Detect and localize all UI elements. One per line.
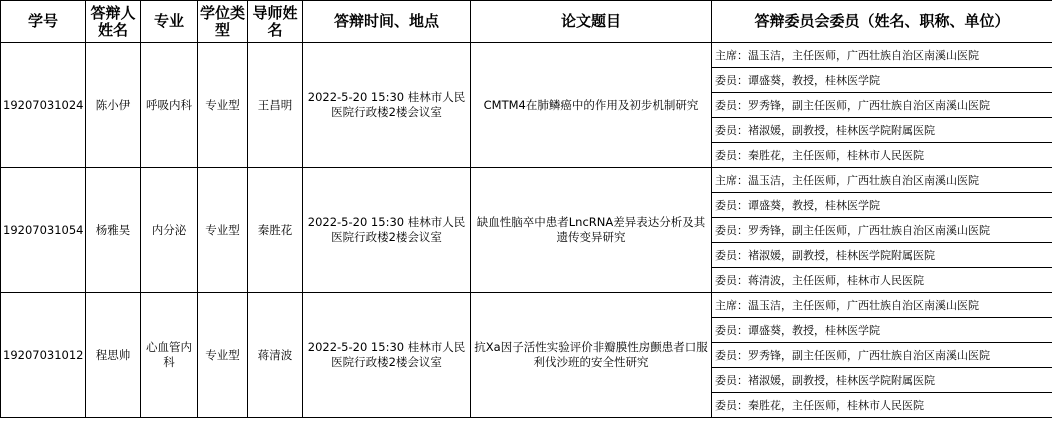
advisor-cell: 蒋清波 <box>248 293 303 418</box>
committee-member: 委员：秦胜花，主任医师，桂林市人民医院 <box>712 143 1052 168</box>
header-student-id: 学号 <box>1 1 86 43</box>
table-row <box>1 168 1052 193</box>
header-time-place: 答辩时间、地点 <box>303 1 471 43</box>
defender-name-cell: 杨雅昊 <box>86 168 141 293</box>
header-degree-type: 学位类型 <box>198 1 248 43</box>
advisor-cell: 秦胜花 <box>248 168 303 293</box>
student-id-cell: 19207031012 <box>1 293 86 418</box>
major-cell: 内分泌 <box>141 168 198 293</box>
committee-member: 委员：褚淑媛，副教授，桂林医学院附属医院 <box>712 243 1052 268</box>
degree-type-cell: 专业型 <box>198 168 248 293</box>
committee-member: 委员：罗秀锋，副主任医师，广西壮族自治区南溪山医院 <box>712 93 1052 118</box>
major-cell: 呼吸内科 <box>141 43 198 168</box>
committee-member: 主席：温玉洁，主任医师，广西壮族自治区南溪山医院 <box>712 293 1052 318</box>
committee-member: 委员：蒋清波，主任医师，桂林市人民医院 <box>712 268 1052 293</box>
header-thesis-title: 论文题目 <box>471 1 712 43</box>
student-id-cell: 19207031024 <box>1 43 86 168</box>
time-place-cell: 2022-5-20 15:30 桂林市人民医院行政楼2楼会议室 <box>303 168 471 293</box>
time-place-cell: 2022-5-20 15:30 桂林市人民医院行政楼2楼会议室 <box>303 293 471 418</box>
degree-type-cell: 专业型 <box>198 293 248 418</box>
time-place-cell: 2022-5-20 15:30 桂林市人民医院行政楼2楼会议室 <box>303 43 471 168</box>
defender-name-cell: 程思帅 <box>86 293 141 418</box>
table-row <box>1 293 1052 318</box>
header-committee: 答辩委员会委员（姓名、职称、单位） <box>712 1 1052 43</box>
defender-name-cell: 陈小伊 <box>86 43 141 168</box>
header-defender-name: 答辩人姓名 <box>86 1 141 43</box>
thesis-title-cell: CMTM4在肺鳞癌中的作用及初步机制研究 <box>471 43 712 168</box>
header-row <box>1 1 1052 43</box>
table-row <box>1 43 1052 68</box>
committee-member: 委员：褚淑媛，副教授，桂林医学院附属医院 <box>712 368 1052 393</box>
header-advisor-name: 导师姓名 <box>248 1 303 43</box>
advisor-cell: 王昌明 <box>248 43 303 168</box>
committee-member: 委员：谭盛葵，教授，桂林医学院 <box>712 318 1052 343</box>
committee-member: 委员：罗秀锋，副主任医师，广西壮族自治区南溪山医院 <box>712 343 1052 368</box>
committee-member: 委员：秦胜花，主任医师，桂林市人民医院 <box>712 393 1052 418</box>
committee-member: 主席：温玉洁，主任医师，广西壮族自治区南溪山医院 <box>712 43 1052 68</box>
major-cell: 心血管内科 <box>141 293 198 418</box>
header-major: 专业 <box>141 1 198 43</box>
degree-type-cell: 专业型 <box>198 43 248 168</box>
committee-member: 委员：褚淑媛，副教授，桂林医学院附属医院 <box>712 118 1052 143</box>
thesis-title-cell: 抗Xa因子活性实验评价非瓣膜性房颤患者口服利伐沙班的安全性研究 <box>471 293 712 418</box>
student-id-cell: 19207031054 <box>1 168 86 293</box>
committee-member: 委员：罗秀锋，副主任医师，广西壮族自治区南溪山医院 <box>712 218 1052 243</box>
committee-member: 委员：谭盛葵，教授，桂林医学院 <box>712 68 1052 93</box>
thesis-title-cell: 缺血性脑卒中患者LncRNA差异表达分析及其遗传变异研究 <box>471 168 712 293</box>
committee-member: 委员：谭盛葵，教授，桂林医学院 <box>712 193 1052 218</box>
committee-member: 主席：温玉洁，主任医师，广西壮族自治区南溪山医院 <box>712 168 1052 193</box>
